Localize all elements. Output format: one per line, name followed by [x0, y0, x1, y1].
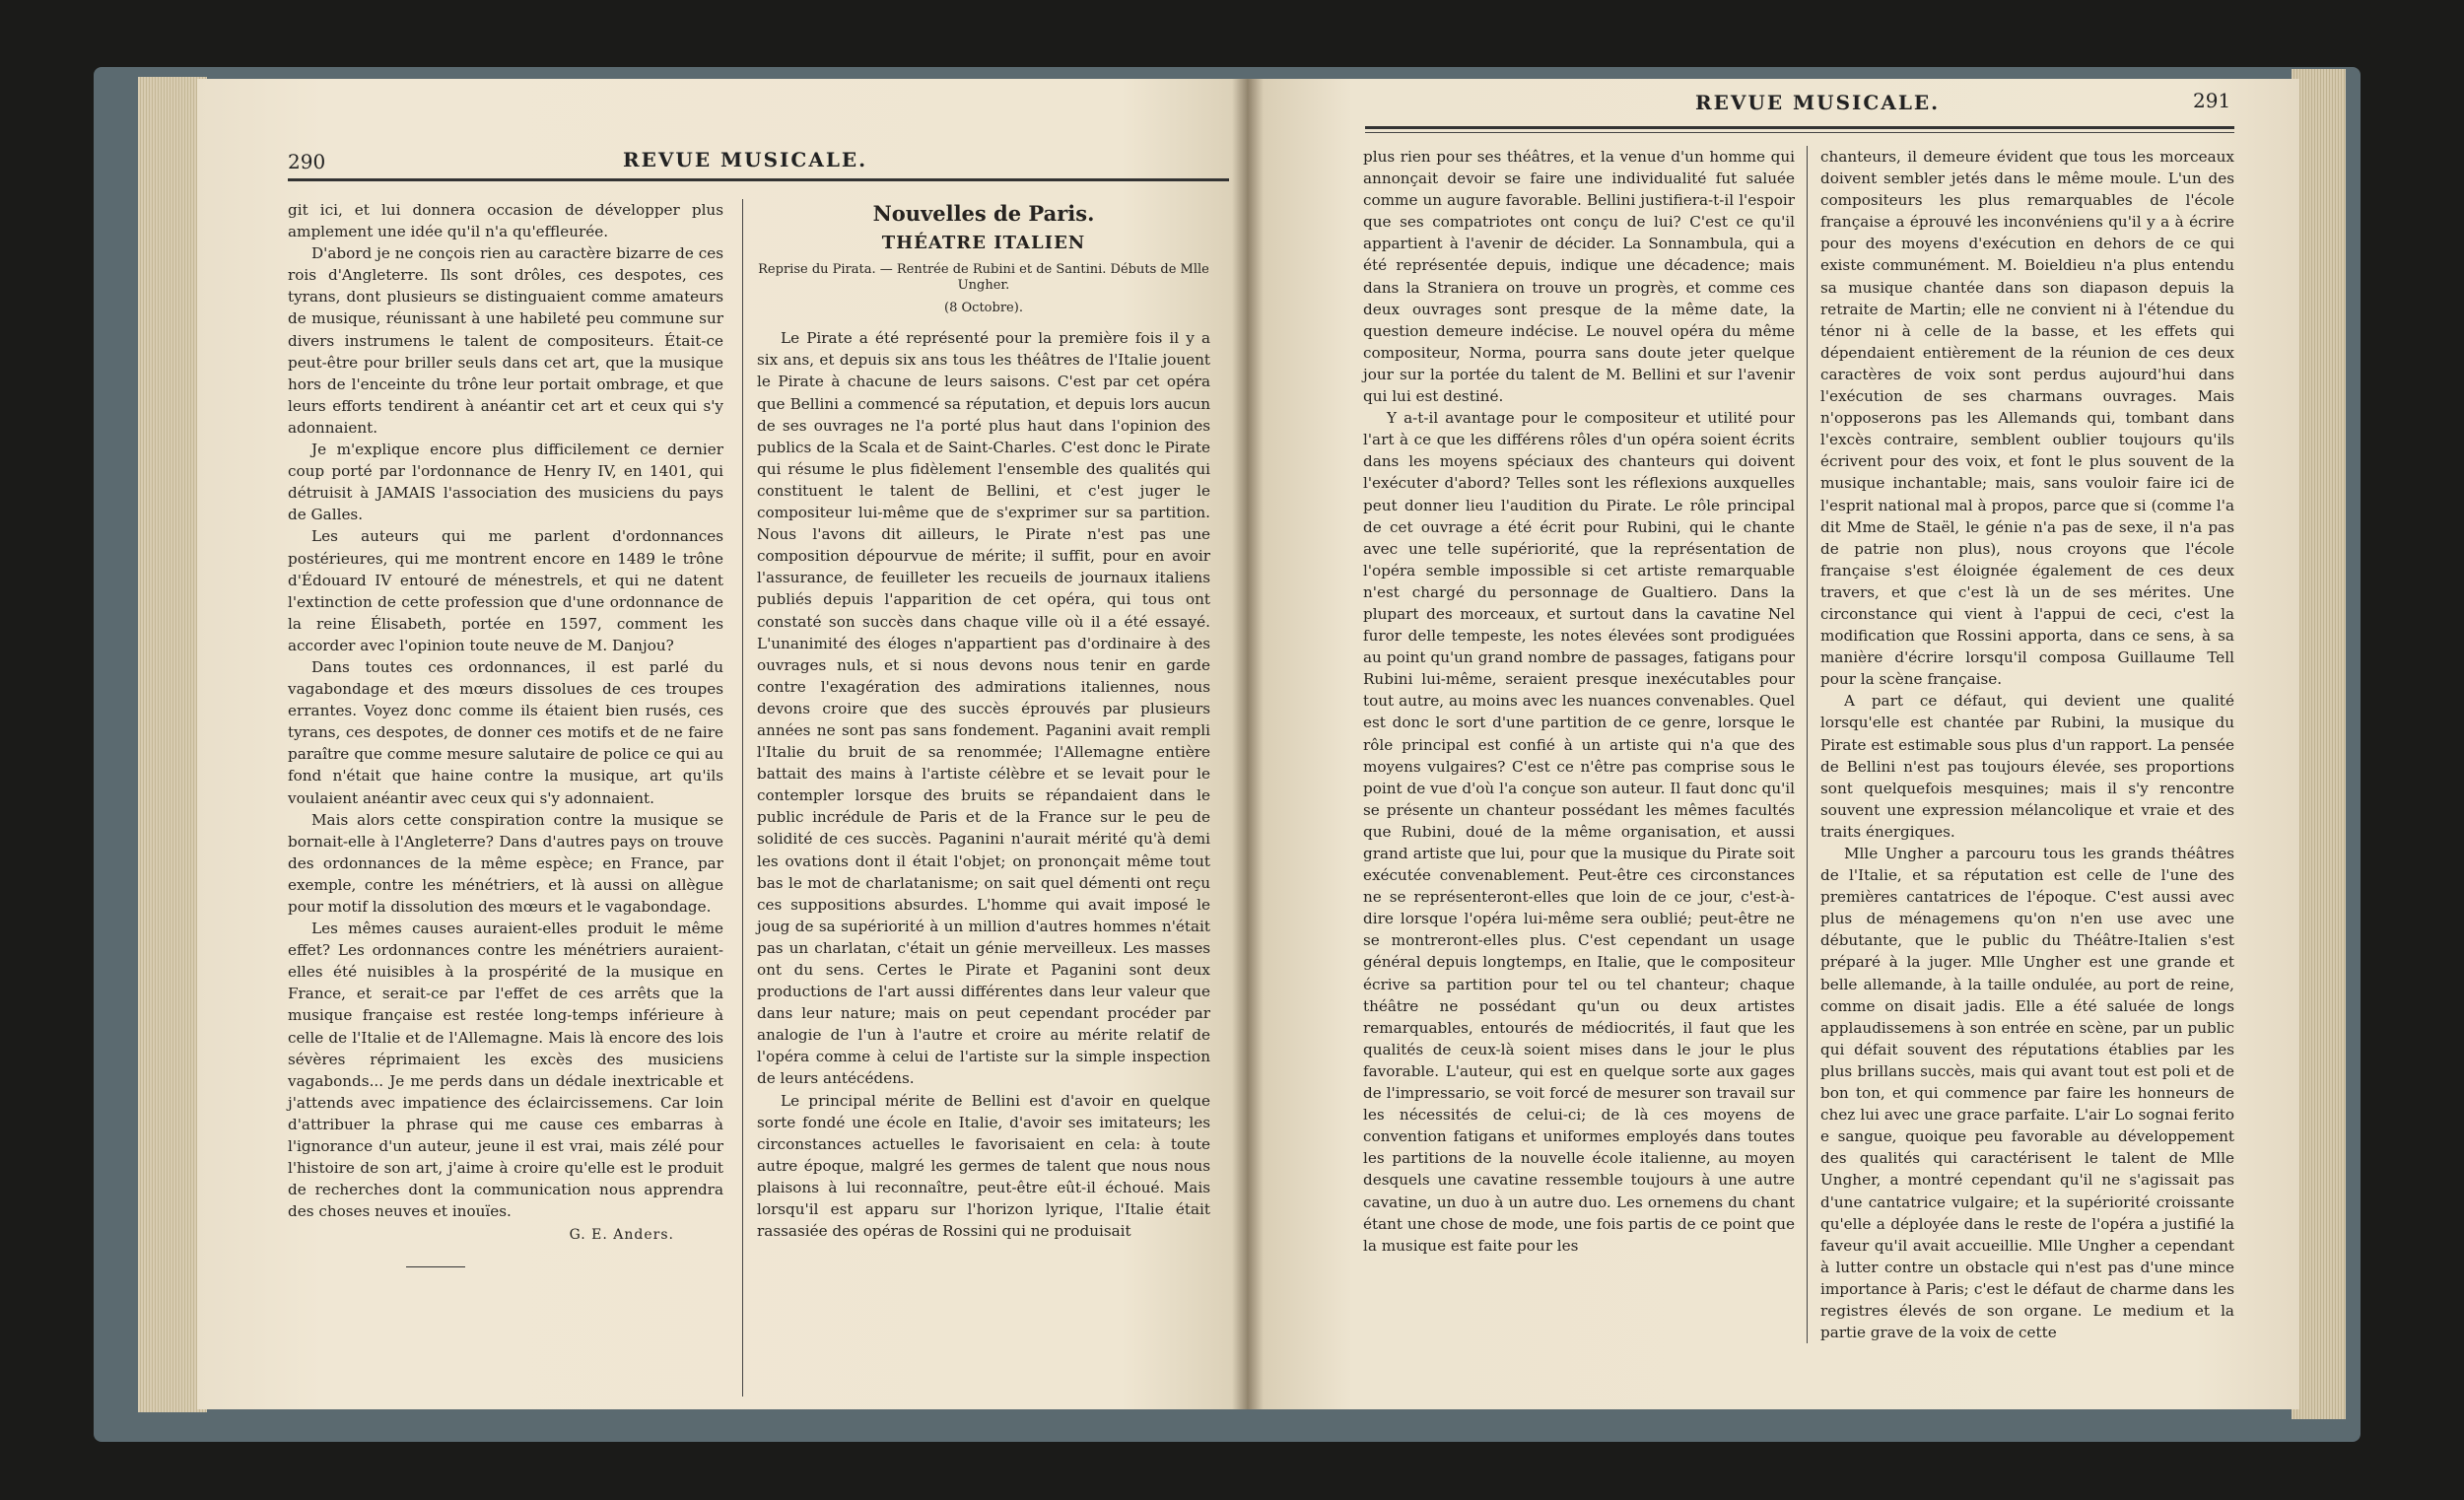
paragraph: plus rien pour ses théâtres, et la venue d'un homme qui annonçait devoir se faire une individualité fut saluée comme un augure favorable. Bellini justifiera-t-il l'espoir que ses compatriotes ont conçu de lui? C'est ce qu'il appartient à l'avenir de décider. La Sonnambula, qui a été représentée depuis, indique une décadence; mais dans la Straniera on trouve un progrès, et comme ces deux ouvrages sont presque de la même date, la question demeure indécise. Le nouvel opéra du même compositeur, Norma, pourra sans doute jeter quelque jour sur la portée du talent de M. Bellini et sur l'avenir qui lui est destiné.	[1363, 148, 1795, 406]
column-right-a	[1363, 146, 1795, 1257]
header-rule-thin	[1365, 132, 2234, 133]
section-deck: Reprise du Pirata. — Rentrée de Rubini et de Santini. Débuts de Mlle Ungher.	[758, 262, 1209, 294]
paragraph: Le Pirate a été représenté pour la première fois il y a six ans, et depuis six ans tous les théâtres de l'Italie jouent le Pirate à chacune de leurs saisons. C'est par cet opéra que Bellini a commencé sa réputation, et depuis lors aucun de ses ouvrages ne l'a porté plus haut dans l'opinion des publics de la Scala et de Saint-Charles. C'est donc le Pirate qui résume le plus fidèlement l'ensemble des qualités qui constituent le talent de Bellini, et c'est juger le compositeur lui-même que de s'exprimer sur sa partition. Nous l'avons dit ailleurs, le Pirate n'est pas une composition dépourvue de mérite; il suffit, pour en avoir l'assurance, de feuilleter les recueils de journaux italiens publiés depuis l'apparition de cet opéra, qui tous ont constaté son succès dans chaque ville où il a été essayé. L'unanimité des éloges n'appartient pas d'ordinaire à des ouvrages nuls, et si nous devons nous tenir en garde contre l'exagération des admirations italiennes, nous devons croire que des succès éprouvés par plusieurs années ne sont pas sans fondement. Paganini avait rempli l'Italie du bruit de sa renommée; l'Allemagne entière battait des mains à l'artiste célèbre et se levait pour le contempler lorsque des bruits se répandaient dans le public incrédule de Paris et de la France sur le peu de solidité de ces succès. Paganini n'aurait mérité qu'à demi les ovations dont il était l'objet; on prononçait même tout bas le mot de charlatanisme; on sait quel démenti ont reçu ces suppositions absurdes. L'homme qui avait imposé le joug de sa supériorité à un million d'autres hommes n'était pas un charlatan, c'était un génie merveilleux. Les masses ont du sens. Certes le Pirate et Paganini sont deux productions de l'art aussi différentes dans leur valeur que dans leur nature; mais on peut cependant procéder par analogie de l'un à l'autre et croire au mérite relatif de l'opéra comme à celui de l'artiste sur la simple inspection de leurs antécédens.	[757, 329, 1210, 1088]
header-rule	[288, 178, 1229, 181]
column-left-b	[757, 199, 1210, 1242]
paragraph: Mais alors cette conspiration contre la musique se bornait-elle à l'Angleterre? Dans d'autres pays on trouve des ordonnances de la même espèce; en France, par exemple, contre les ménétriers, et là aussi on allègue pour motif la dissolution des mœurs et le vagabondage.	[288, 810, 723, 916]
paragraph: Mlle Ungher a parcouru tous les grands théâtres de l'Italie, et sa réputation est celle de l'une des premières cantatrices de l'époque. C'est aussi avec plus de ménagemens qu'on n'en use avec une débutante, que le public du Théâtre-Italien s'est préparé à la juger. Mlle Ungher est une grande et belle allemande, à la taille ondulée, au port de reine, comme on disait jadis. Elle a été saluée de longs applaudissemens à son entrée en scène, par un public qui défait souvent des réputations établies par les plus brillans succès, mais qui avant tout est poli et de bon ton, et qui commence par faire les honneurs de chez lui avec une grace parfaite. L'air Lo sognai ferito e sangue, quoique peu favorable au développement des qualités qui caractérisent le talent de Mlle Ungher, a montré cependant qu'il ne s'agissait pas d'une cantatrice vulgaire; et la supériorité croissante qu'elle a déployée dans le reste de l'opéra a justifié la faveur qu'il avait accueillie. Mlle Ungher a cependant à lutter contre un obstacle qui n'est pas d'une mince importance à Paris; c'est le défaut de charme dans les registres élevés de son organe. Le medium et la partie grave de la voix de cette	[1820, 845, 2234, 1342]
column-left-a	[288, 199, 723, 1267]
paragraph: A part ce défaut, qui devient une qualité lorsqu'elle est chantée par Rubini, la musique du Pirate est estimable sous plus d'un rapport. La pensée de Bellini n'est pas toujours élevée, ses proportions sont quelquefois mesquines; mais il s'y rencontre souvent une expression mélancolique et vraie et des traits énergiques.	[1820, 692, 2234, 841]
section-date: (8 Octobre).	[944, 301, 1023, 316]
running-head: REVUE MUSICALE.	[623, 148, 868, 171]
column-right-b	[1820, 146, 2234, 1343]
page-number: 291	[2193, 89, 2231, 112]
paragraph: chanteurs, il demeure évident que tous les morceaux doivent sembler jetés dans le même moule. L'un des compositeurs les plus remarquables de l'école française a éprouvé les inconvéniens qu'il y a à écrire pour des moyens d'exécution en dehors de ce qui existe communément. M. Boieldieu n'a plus entendu sa musique chantée dans son diapason depuis la retraite de Martin; elle ne convient ni à l'étendue du ténor ni à celle de la basse, et les effets qui dépendaient entièrement de la réunion de ces deux caractères de voix sont perdus aujourd'hui dans l'exécution de ses charmans ouvrages. Mais n'opposerons pas les Allemands qui, tombant dans l'excès contraire, semblent oublier toujours qu'ils écrivent pour des voix, et font le plus souvent de la musique inchantable; mais, sans vouloir faire ici de l'esprit national mal à propos, parce que si (comme l'a dit Mme de Staël, le génie n'a pas de sexe, il n'a pas de patrie non plus), nous croyons que l'école française s'est éloignée également de ces deux travers, et que c'est là un de ses mérites. Une circonstance qui vient à l'appui de ceci, c'est la modification que Rossini apporta, dans ce sens, à sa manière d'écrire lorsqu'il composa Guillaume Tell pour la scène française.	[1820, 148, 2234, 689]
signature: G. E. Anders.	[569, 1227, 674, 1244]
page-number: 290	[288, 150, 326, 173]
paragraph: git ici, et lui donnera occasion de développer plus amplement une idée qu'il n'a qu'effleurée.	[288, 201, 723, 241]
paragraph: Je m'explique encore plus difficilement ce dernier coup porté par l'ordonnance de Henry IV, en 1401, qui détruisit à JAMAIS l'association des musiciens du pays de Galles.	[288, 441, 723, 524]
book-gutter	[1232, 79, 1264, 1409]
section-title: Nouvelles de Paris.	[872, 201, 1095, 226]
right-page	[1247, 79, 2299, 1409]
left-page	[197, 79, 1247, 1409]
paragraph: Le principal mérite de Bellini est d'avoir en quelque sorte fondé une école en Italie, d'avoir ses imitateurs; les circonstances actuelles le favorisaient en cela: à toute autre époque, malgré les germes de talent que nous nous plaisons à lui reconnaître, peut-être eût-il échoué. Mais lorsqu'il est apparu sur l'horizon lyrique, l'Italie était rassasiée des opéras de Rossini qui ne produisait	[757, 1091, 1210, 1241]
column-divider	[1807, 146, 1808, 1343]
header-rule	[1365, 126, 2234, 129]
paragraph: Dans toutes ces ordonnances, il est parlé du vagabondage et des mœurs dissolues de ces troupes errantes. Voyez donc comme ils étaient bien rusés, ces tyrans, ces despotes, de donner ces motifs et de ne faire paraître que comme mesure salutaire de police ce qui au fond n'était que haine contre la musique, art qu'ils voulaient anéantir avec ceux qui s'y adonnaient.	[288, 657, 723, 807]
paragraph: Les mêmes causes auraient-elles produit le même effet? Les ordonnances contre les ménétriers auraient-elles été nuisibles à la prospérité de la musique en France, et serait-ce par l'effet de ces arrêts que la musique française est restée long-temps inférieure à celle de l'Italie et de l'Allemagne. Mais là encore des lois sévères réprimaient les excès des musiciens vagabonds... Je me perds dans un dédale inextricable et j'attends avec impatience des éclaircissemens. Car loin d'attribuer la phrase qui me cause ces embarras à l'ignorance d'un auteur, jeune il est vrai, mais zélé pour l'histoire de son art, j'aime à croire qu'elle est le produit de recherches dont la communication nous apprendra des choses neuves et inouïes.	[288, 920, 723, 1221]
paragraph: Y a-t-il avantage pour le compositeur et utilité pour l'art à ce que les différens rôles d'un opéra soient écrits dans les moyens spéciaux des chanteurs qui doivent l'exécuter d'abord? Telles sont les réflexions auxquelles peut donner lieu l'audition du Pirate. Le rôle principal de cet ouvrage a été écrit pour Rubini, qui le chante avec une telle supériorité, que la représentation de l'opéra semble impossible si cet artiste remarquable n'est chargé du personnage de Gualtiero. Dans la plupart des morceaux, et surtout dans la cavatine Nel furor delle tempeste, les notes élevées sont prodiguées au point qu'un grand nombre de passages, fatigans pour Rubini lui-même, seraient presque inexécutables pour tout autre, au moins avec les nuances convenables. Quel est donc le sort d'une partition de ce genre, lorsque le rôle principal est confié à un artiste qui n'a que des moyens vulgaires? C'est ce n'être pas comprise sous le point de vue d'où l'a conçue son auteur. Il faut donc qu'il se présente un chanteur possédant les mêmes facultés que Rubini, doué de la même organisation, et aussi grand artiste que lui, pour que la musique du Pirate soit exécutée convenablement. Peut-être ces circonstances ne se représenteront-elles que loin de ce jour, c'est-à-dire lorsque l'opéra lui-même sera oublié; peut-être ne se montreront-elles plus. C'est cependant un usage général depuis longtemps, en Italie, que le compositeur écrive sa partition pour tel ou tel chanteur; chaque théâtre ne possédant qu'un ou deux artistes remarquables, entourés de médiocrités, il faut que les qualités de ceux-là soient mises dans le jour le plus favorable. L'auteur, qui est en quelque sorte aux gages de l'impressario, se voit forcé de mesurer son travail sur les nécessités de celui-ci; de là ces moyens de convention fatigans et uniformes employés dans toutes les partitions de la nouvelle école italienne, au moyen desquels une cavatine ressemble toujours à une autre cavatine, un duo à un autre duo. Les ornemens du chant étant une chose de mode, une fois partis de ce point que la musique est faite pour les	[1363, 409, 1795, 1255]
column-divider	[742, 199, 743, 1397]
end-rule	[406, 1266, 465, 1267]
paragraph: D'abord je ne conçois rien au caractère bizarre de ces rois d'Angleterre. Ils sont drôles, ces despotes, ces tyrans, dont plusieurs se distinguaient comme amateurs de musique, réunissant à une habileté peu commune sur divers instrumens le talent de compositeurs. Était-ce peut-être pour briller seuls dans cet art, que la musique hors de l'enceinte du trône leur portait ombrage, et que leurs efforts tendirent à anéantir cet art et ceux qui s'y adonnaient.	[288, 244, 723, 437]
running-head: REVUE MUSICALE.	[1695, 91, 1941, 114]
page-edges-right	[2292, 69, 2346, 1419]
paragraph: Les auteurs qui me parlent d'ordonnances postérieures, qui me montrent encore en 1489 le trône d'Édouard IV entouré de ménestrels, et qui ne datent l'extinction de cette profession que d'une ordonnance de la reine Élisabeth, portée en 1597, comment les accorder avec l'opinion toute neuve de M. Danjou?	[288, 527, 723, 654]
section-subtitle: THÉATRE ITALIEN	[881, 233, 1086, 254]
